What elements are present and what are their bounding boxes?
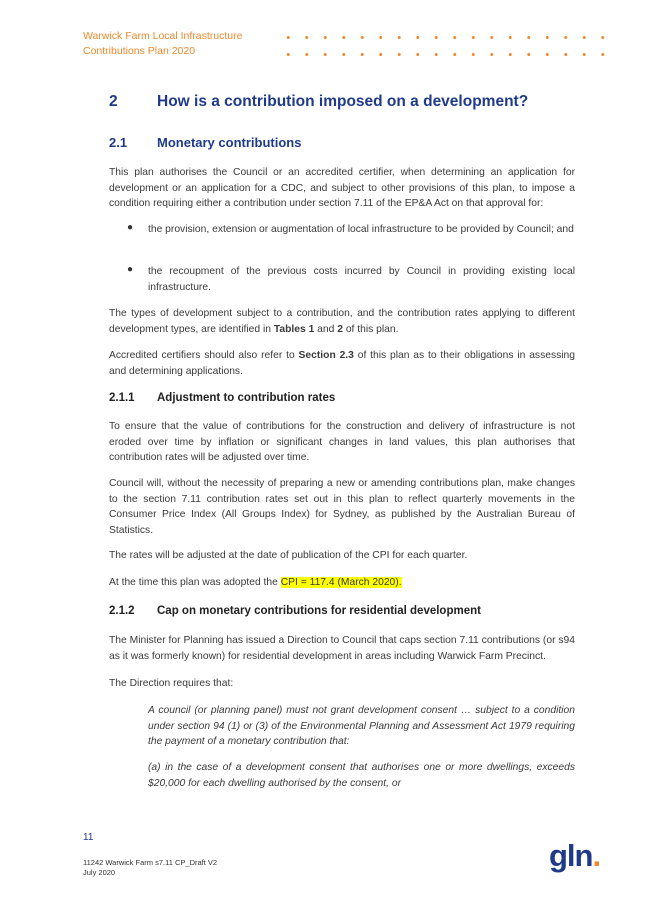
subsection-number: 2.1.2 — [109, 605, 135, 617]
paragraph-text: The Direction requires that: — [109, 678, 234, 689]
header-title-line-1: Warwick Farm Local Infrastructure — [83, 30, 243, 42]
paragraph-minister — [109, 633, 575, 664]
page-number: 11 — [83, 832, 94, 843]
footer-document-date: July 2020 — [83, 868, 116, 877]
paragraph-text: This plan authorises the Council or an accredited certifier, when determining an application for development or an application for a CDC, and subject to other provisions of this plan, to impose a condition requiring either a contribution under section 7.11 of the EP&A Act on that approval for: — [109, 167, 575, 209]
paragraph-cpi — [109, 575, 575, 591]
paragraph-text: At the time this plan was adopted the CPI = 117.4 (March 2020). — [109, 577, 402, 588]
document-header-title — [83, 29, 242, 59]
tables-ref-1: Tables 1 — [273, 323, 315, 335]
subsection-heading-2-1-1 — [109, 392, 335, 404]
bullet-item-provision — [127, 222, 575, 238]
paragraph-text: Council will, without the necessity of preparing a new or amending contributions plan, make changes to the section 7.11 contribution rates set out in this plan to reflect quarterly movements in the Consumer Price Index (All Groups Index) for Sydney, as published by the Australian Bureau of Statistics. — [109, 478, 575, 536]
subsection-number: 2.1.1 — [109, 392, 135, 404]
section-ref: Section 2.3 — [298, 350, 354, 361]
paragraph-rates-adjusted — [109, 548, 575, 564]
paragraph-text: The rates will be adjusted at the date of publication of the CPI for each quarter. — [109, 550, 468, 561]
gln-logo: gln. — [549, 838, 601, 873]
subsection-number: 2.1 — [109, 135, 128, 150]
paragraph-certifiers — [109, 348, 575, 379]
subsection-heading-2-1 — [109, 135, 301, 150]
quote-block-2 — [148, 760, 575, 791]
paragraph-text: The Minister for Planning has issued a Direction to Council that caps section 7.11 contributions (or s94 as it was formerly known) for residential development in areas including Warwick Farm Precinct. — [109, 635, 575, 662]
paragraph-council-will — [109, 476, 575, 538]
bullet-item-recoupment — [127, 264, 575, 295]
cpi-highlight: CPI = 117.4 (March 2020). — [280, 577, 402, 588]
section-number: 2 — [109, 93, 118, 110]
paragraph-text: The types of development subject to a contribution, and the contribution rates applying to different development types, are identified in Tables 1 and 2 of this plan. — [109, 308, 575, 335]
bullet-icon: ● — [127, 222, 134, 233]
quote-text: A council (or planning panel) must not grant development consent … subject to a condition under section 94 (1) or (3) of the Environmental Planning and Assessment Act 1979 requiring the payment of a monetary contribution that: — [148, 705, 575, 747]
subsection-title: Cap on monetary contributions for residential development — [157, 605, 481, 617]
footer-document-info — [83, 858, 217, 878]
paragraph-text: Accredited certifiers should also refer to Section 2.3 of this plan as to their obligations in assessing and determining applications. — [109, 350, 575, 377]
header-title-line-2: Contributions Plan 2020 — [83, 45, 196, 57]
header-dot-pattern — [279, 29, 609, 57]
bullet-icon: ● — [127, 264, 134, 275]
subsection-title: Monetary contributions — [157, 135, 302, 150]
paragraph-text: To ensure that the value of contributions for the construction and delivery of infrastructure is not eroded over time by inflation or significant changes in land values, this plan authorises that contribution rates will be adjusted over time. — [109, 421, 575, 463]
footer-document-name: 11242 Warwick Farm s7.11 CP_Draft V2 — [83, 858, 218, 867]
quote-block-1 — [148, 703, 575, 750]
paragraph-ensure — [109, 419, 575, 466]
paragraph-direction-requires — [109, 676, 575, 692]
paragraph-authorises — [109, 165, 575, 212]
tables-ref-2: 2 — [337, 323, 343, 335]
quote-text: (a) in the case of a development consent that authorises one or more dwellings, exceeds $20,000 for each dwelling authorised by the consent, or — [148, 762, 575, 789]
paragraph-types — [109, 306, 575, 337]
bullet-text: the provision, extension or augmentation of local infrastructure to be provided by Council; and — [148, 224, 574, 235]
section-heading — [109, 93, 528, 111]
section-title: How is a contribution imposed on a development? — [157, 93, 529, 110]
subsection-heading-2-1-2 — [109, 605, 481, 617]
bullet-text: the recoupment of the previous costs incurred by Council in providing existing local infrastructure. — [148, 266, 575, 293]
subsection-title: Adjustment to contribution rates — [157, 392, 336, 404]
